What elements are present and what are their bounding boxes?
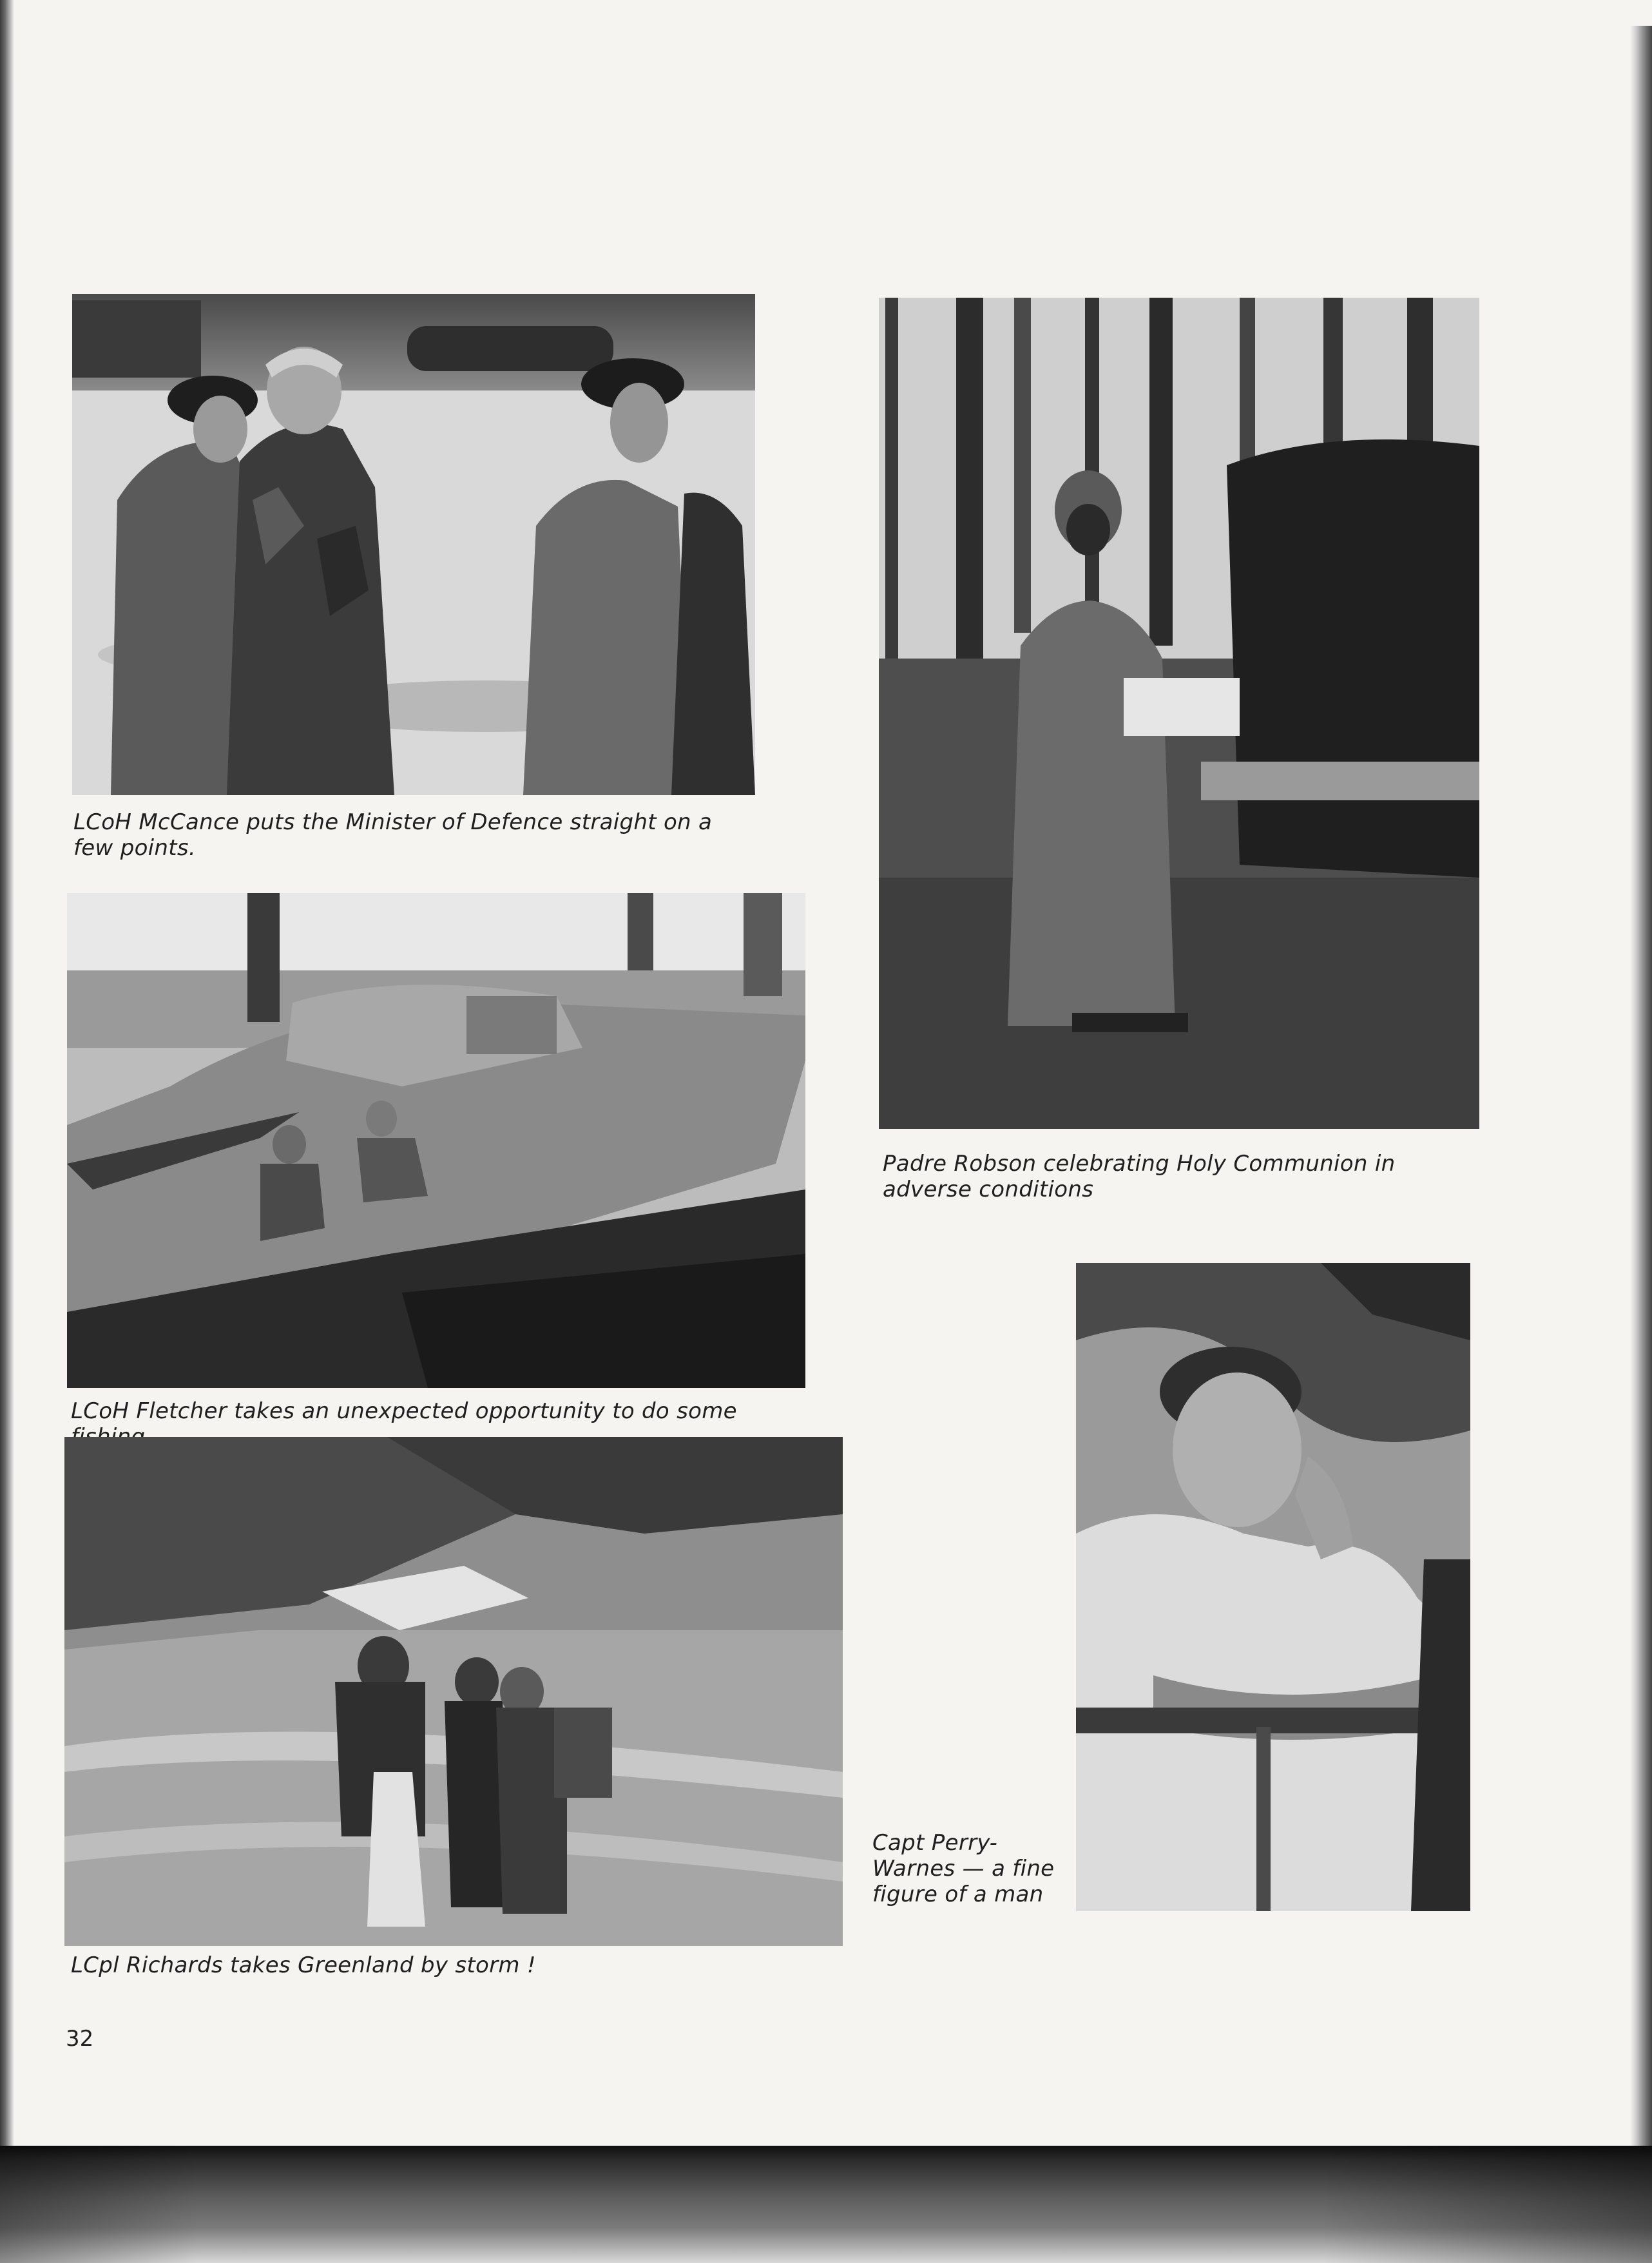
photo-tank [67,893,805,1388]
caption-padre: Padre Robson celebrating Holy Communion in adverse conditions [883,1151,1396,1202]
book-spine-shadow-left [0,0,14,2152]
photo-greenland-image [64,1437,843,1946]
scan-bottom-shadow [0,2146,1652,2263]
caption-tank: LCoH Fletcher takes an unexpected opportunity to do some [71,1398,737,1424]
caption-greenland: LCpl Richards takes Greenland by storm ! [71,1952,536,1978]
photo-perry-warnes-image [1076,1263,1470,1911]
photo-perry-warnes [1076,1263,1470,1911]
book-edge-shadow-right [1630,26,1652,2146]
photo-minister [72,294,755,795]
photo-minister-image [72,294,755,795]
caption-perry-warnes: Capt Perry-Warnes — a fine figure of a man [872,1830,1055,1907]
photo-greenland [64,1437,843,1946]
photo-padre-image [879,298,1479,1129]
page-number: 32 [66,2026,94,2052]
photo-padre [879,298,1479,1129]
photo-tank-image [67,893,805,1388]
caption-minister: LCoH McCance puts the Minister of Defence straight on a few points. [73,809,713,861]
